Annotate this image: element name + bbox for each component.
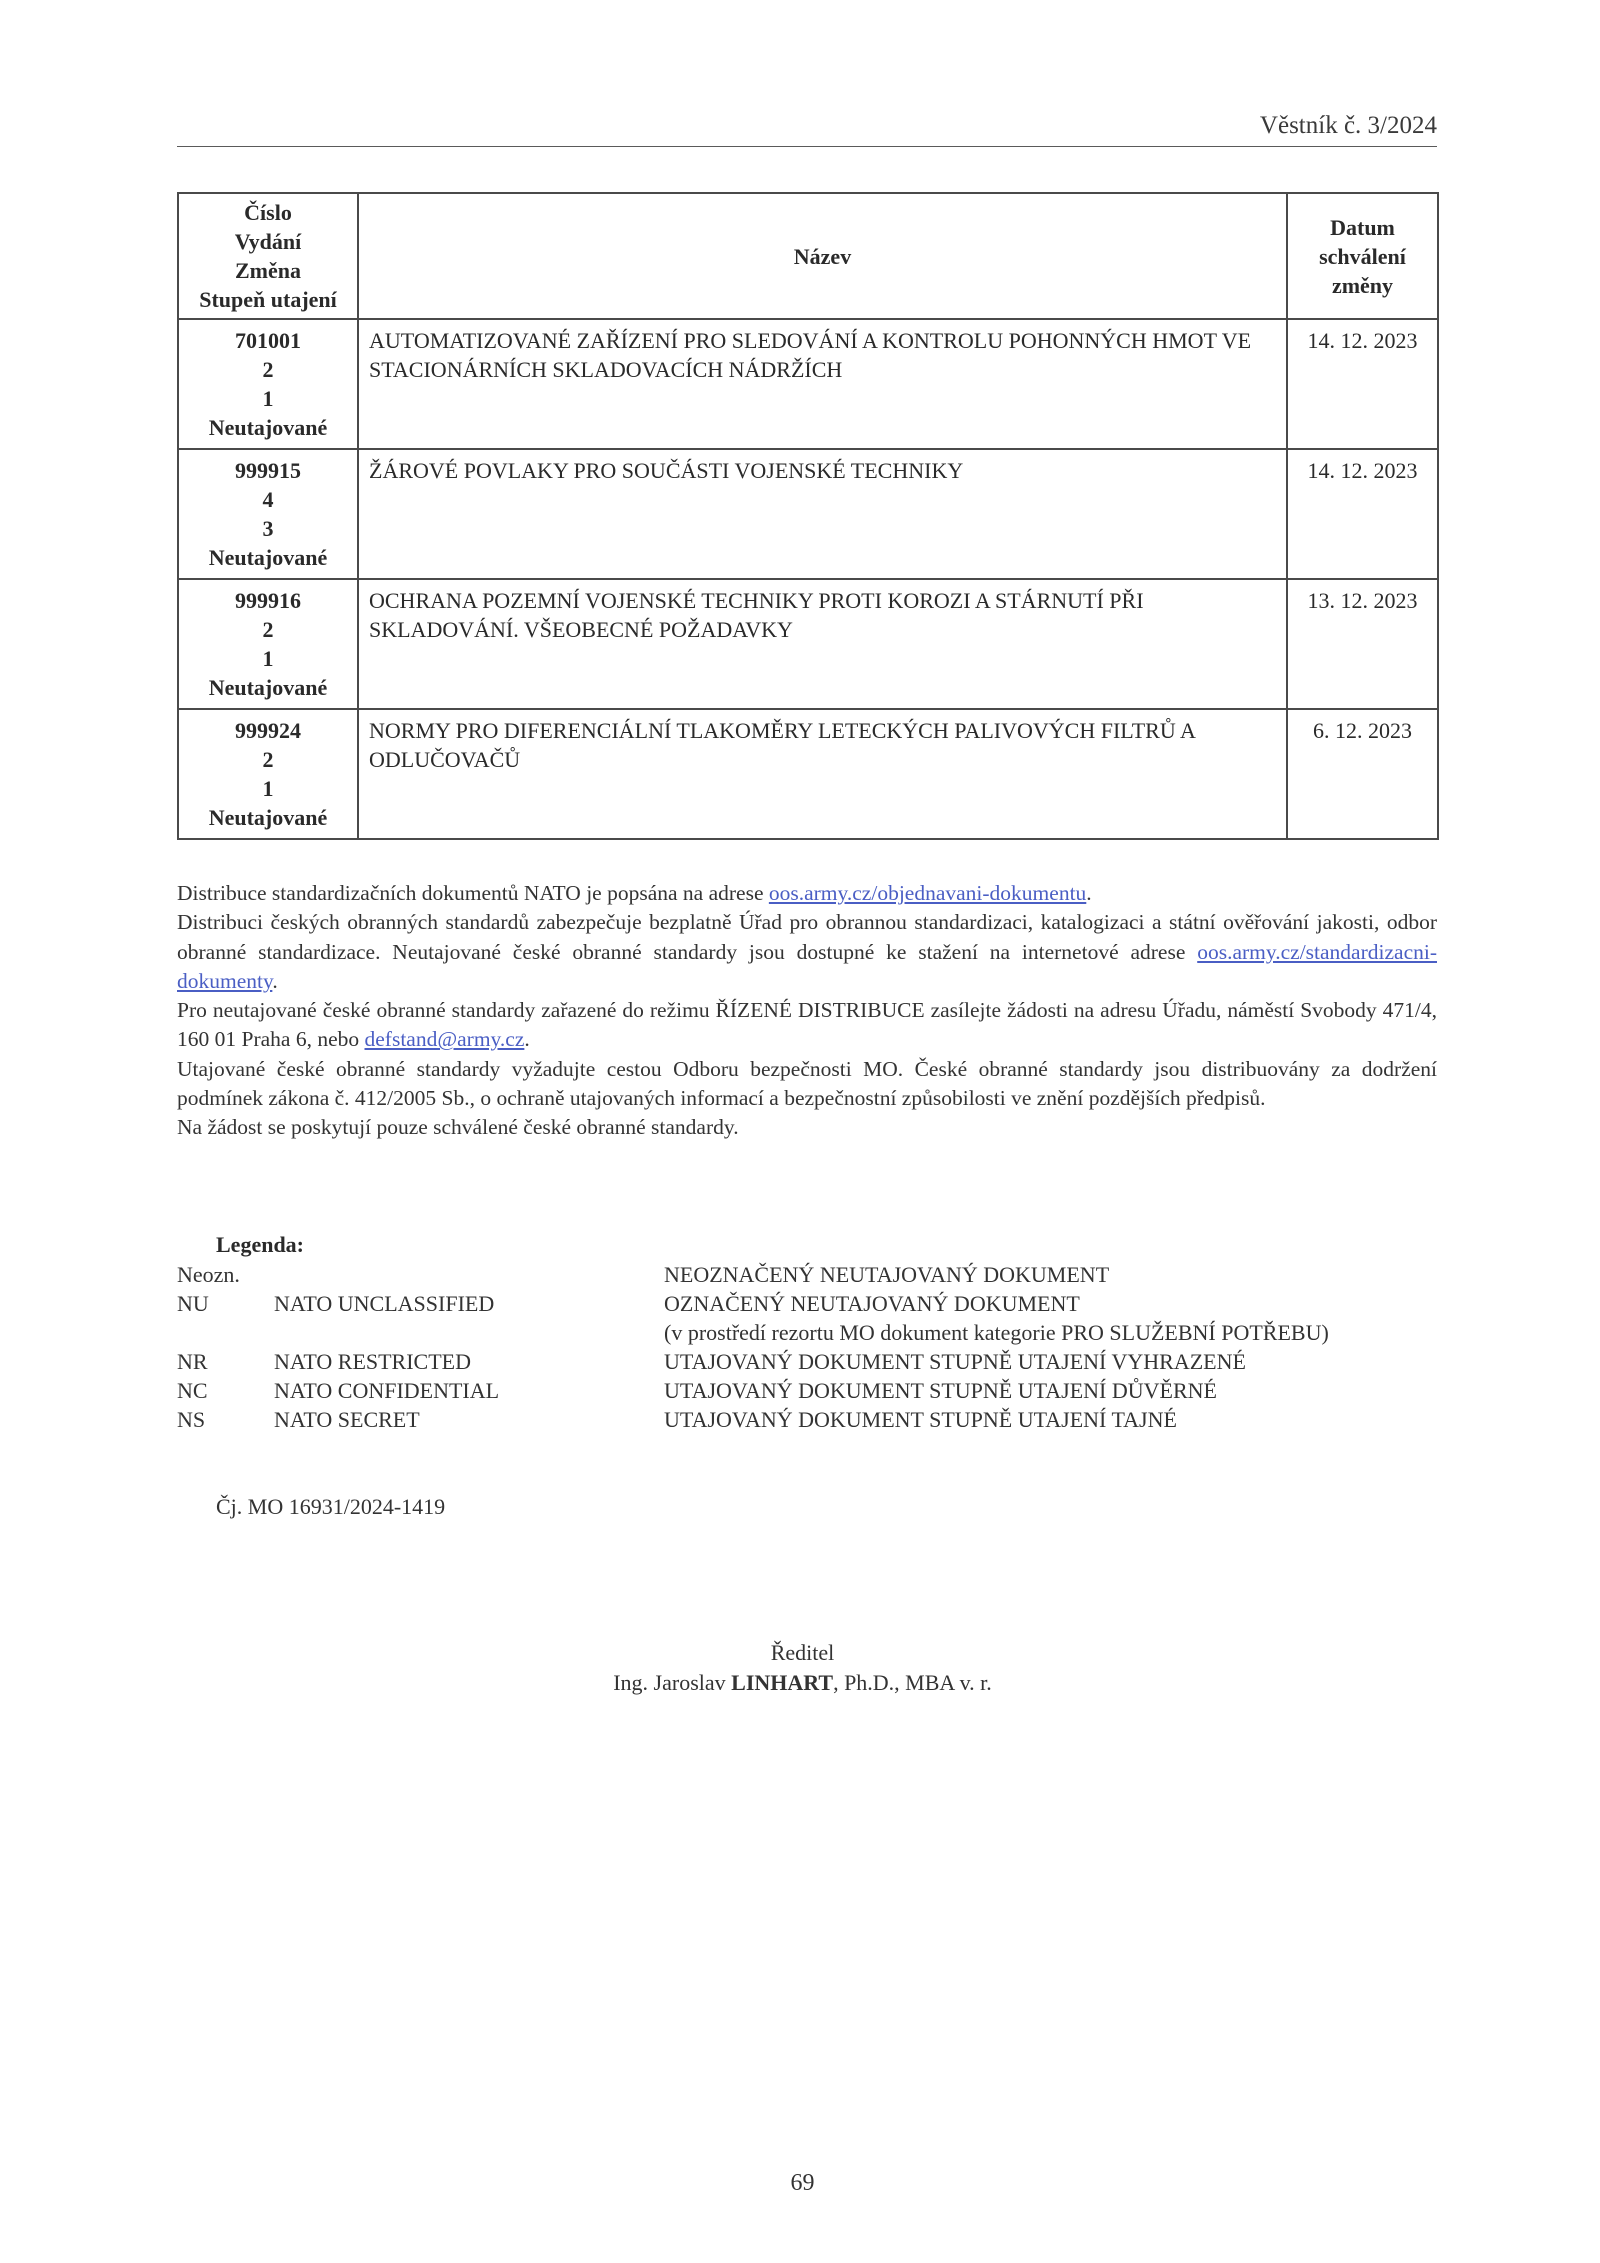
header-id-column xyxy=(178,193,358,319)
header-zmena: Změna xyxy=(235,258,301,283)
standard-classification: Neutajované xyxy=(208,545,328,570)
signature-surname: LINHART xyxy=(731,1670,834,1695)
paragraph-end: . xyxy=(272,968,278,993)
legend-description: UTAJOVANÝ DOKUMENT STUPNĚ UTAJENÍ TAJNÉ xyxy=(664,1407,1177,1432)
approval-date: 14. 12. 2023 xyxy=(1287,449,1438,579)
legend-row xyxy=(0,1262,1600,1291)
signature-name-suffix: , Ph.D., MBA v. r. xyxy=(833,1670,992,1695)
nato-documents-link[interactable]: oos.army.cz/objednavani-dokumentu xyxy=(768,881,1087,905)
standard-name: NORMY PRO DIFERENCIÁLNÍ TLAKOMĚRY LETECKÝCH PALIVOVÝCH FILTRŮ A ODLUČOVAČŮ xyxy=(358,709,1287,839)
approval-date: 6. 12. 2023 xyxy=(1287,709,1438,839)
approval-date: 13. 12. 2023 xyxy=(1287,579,1438,709)
header-schvaleni: schválení xyxy=(1319,243,1406,269)
legend-row xyxy=(0,1407,1600,1436)
legend-description: OZNAČENÝ NEUTAJOVANÝ DOKUMENT xyxy=(664,1291,1080,1316)
legend-row xyxy=(0,1378,1600,1407)
standard-classification: Neutajované xyxy=(208,675,328,700)
standard-edition: 2 xyxy=(262,617,274,642)
approval-date: 14. 12. 2023 xyxy=(1287,319,1438,449)
table-row xyxy=(178,319,1438,449)
standard-number: 999916 xyxy=(235,588,301,613)
legend-code: Neozn. xyxy=(177,1262,240,1287)
standard-name: AUTOMATIZOVANÉ ZAŘÍZENÍ PRO SLEDOVÁNÍ A KONTROLU POHONNÝCH HMOT VE STACIONÁRNÍCH SKLADOVACÍCH NÁDRŽÍCH xyxy=(358,319,1287,449)
standard-id-cell xyxy=(178,319,358,449)
legend-nato: NATO UNCLASSIFIED xyxy=(274,1291,495,1316)
header-stupen-utajeni: Stupeň utajení xyxy=(199,287,337,312)
controlled-distribution-paragraph xyxy=(177,996,1437,1055)
header-nazev: Název xyxy=(358,193,1287,319)
standard-name: OCHRANA POZEMNÍ VOJENSKÉ TECHNIKY PROTI KOROZI A STÁRNUTÍ PŘI SKLADOVÁNÍ. VŠEOBECNÉ POŽADAVKY xyxy=(358,579,1287,709)
legend-description: NEOZNAČENÝ NEUTAJOVANÝ DOKUMENT xyxy=(664,1262,1110,1287)
reference-number: Čj. MO 16931/2024-1419 xyxy=(216,1494,446,1519)
standards-download-link[interactable]: oos.army.cz/standardizacni-dokumenty xyxy=(177,939,1437,993)
legend-nato: NATO RESTRICTED xyxy=(274,1349,471,1374)
legend-code: NC xyxy=(177,1378,208,1403)
table-row xyxy=(178,579,1438,709)
header-vydani: Vydání xyxy=(234,229,302,254)
header-cislo: Číslo xyxy=(244,200,292,225)
standard-id-cell xyxy=(178,709,358,839)
legend-code: NR xyxy=(177,1349,208,1374)
standard-classification: Neutajované xyxy=(208,415,328,440)
legend-row xyxy=(0,1320,1600,1349)
standard-id-cell xyxy=(178,449,358,579)
standards-table xyxy=(177,192,1439,840)
legend-description: UTAJOVANÝ DOKUMENT STUPNĚ UTAJENÍ VYHRAZENÉ xyxy=(664,1349,1246,1374)
standard-id-cell xyxy=(178,579,358,709)
standard-change: 1 xyxy=(262,386,274,411)
legend-title: Legenda: xyxy=(216,1232,304,1257)
legend-code: NS xyxy=(177,1407,206,1432)
table-header-row xyxy=(178,193,1438,319)
paragraph-text: Distribuci českých obranných standardů zabezpečuje bezplatně Úřad pro obrannou standardizaci, katalogizaci a státní ověřování jakosti, odbor obranné standardizace. Neutajované české obranné standardy jsou dostupné ke stažení na internetové adrese xyxy=(177,910,1437,964)
standard-number: 701001 xyxy=(235,328,301,353)
defstand-email-link[interactable]: defstand@army.cz xyxy=(364,1027,525,1052)
standard-edition: 2 xyxy=(262,357,274,382)
standard-number: 999915 xyxy=(235,458,301,483)
header-rule xyxy=(177,146,1437,147)
header-datum: Datum xyxy=(1330,214,1395,240)
signature-title: Ředitel xyxy=(770,1640,835,1665)
table-row xyxy=(178,709,1438,839)
header-zmeny: změny xyxy=(1331,272,1394,298)
paragraph-text: Pro neutajované české obranné standardy zařazené do režimu ŘÍZENÉ DISTRIBUCE zasílejte žádosti na adresu Úřadu, náměstí Svobody 471/4, 160 01 Praha 6, nebo xyxy=(177,998,1437,1052)
legend-nato: NATO CONFIDENTIAL xyxy=(274,1378,500,1403)
standard-change: 3 xyxy=(262,516,274,541)
standard-classification: Neutajované xyxy=(208,805,328,830)
standard-change: 1 xyxy=(262,776,274,801)
paragraph-text: Distribuce standardizačních dokumentů NATO je popsána na adrese xyxy=(177,881,769,905)
standard-number: 999924 xyxy=(235,718,301,743)
legend-row xyxy=(0,1291,1600,1320)
legend-row xyxy=(0,1349,1600,1378)
standard-edition: 2 xyxy=(262,747,274,772)
distribution-info xyxy=(177,879,1437,1143)
legend-code: NU xyxy=(177,1291,209,1316)
nato-distribution-paragraph xyxy=(177,879,1437,908)
paragraph-end: . xyxy=(524,1027,530,1052)
table-row xyxy=(178,449,1438,579)
signature-name-prefix: Ing. Jaroslav xyxy=(613,1670,732,1695)
standard-change: 1 xyxy=(262,646,274,671)
paragraph-end: . xyxy=(1086,881,1092,905)
legend-description: (v prostředí rezortu MO dokument kategorie PRO SLUŽEBNÍ POTŘEBU) xyxy=(664,1320,1329,1345)
standard-name: ŽÁROVÉ POVLAKY PRO SOUČÁSTI VOJENSKÉ TECHNIKY xyxy=(358,449,1287,579)
bulletin-title: Věstník č. 3/2024 xyxy=(1259,112,1437,139)
classified-standards-paragraph: Utajované české obranné standardy vyžadujte cestou Odboru bezpečnosti MO. České obranné standardy jsou distribuovány za dodržení podmínek zákona č. 412/2005 Sb., o ochraně utajovaných informací a bezpečnostní způsobilosti ve znění pozdějších předpisů. xyxy=(177,1056,1437,1111)
page-number: 69 xyxy=(790,2170,815,2196)
approved-standards-paragraph: Na žádost se poskytují pouze schválené české obranné standardy. xyxy=(177,1115,739,1140)
legend-description: UTAJOVANÝ DOKUMENT STUPNĚ UTAJENÍ DŮVĚRNÉ xyxy=(664,1378,1217,1403)
standard-edition: 4 xyxy=(262,487,274,512)
legend-nato: NATO SECRET xyxy=(274,1407,420,1432)
signature-name xyxy=(0,1670,1600,1696)
header-date-column xyxy=(1287,193,1438,319)
czech-distribution-paragraph xyxy=(177,908,1437,996)
